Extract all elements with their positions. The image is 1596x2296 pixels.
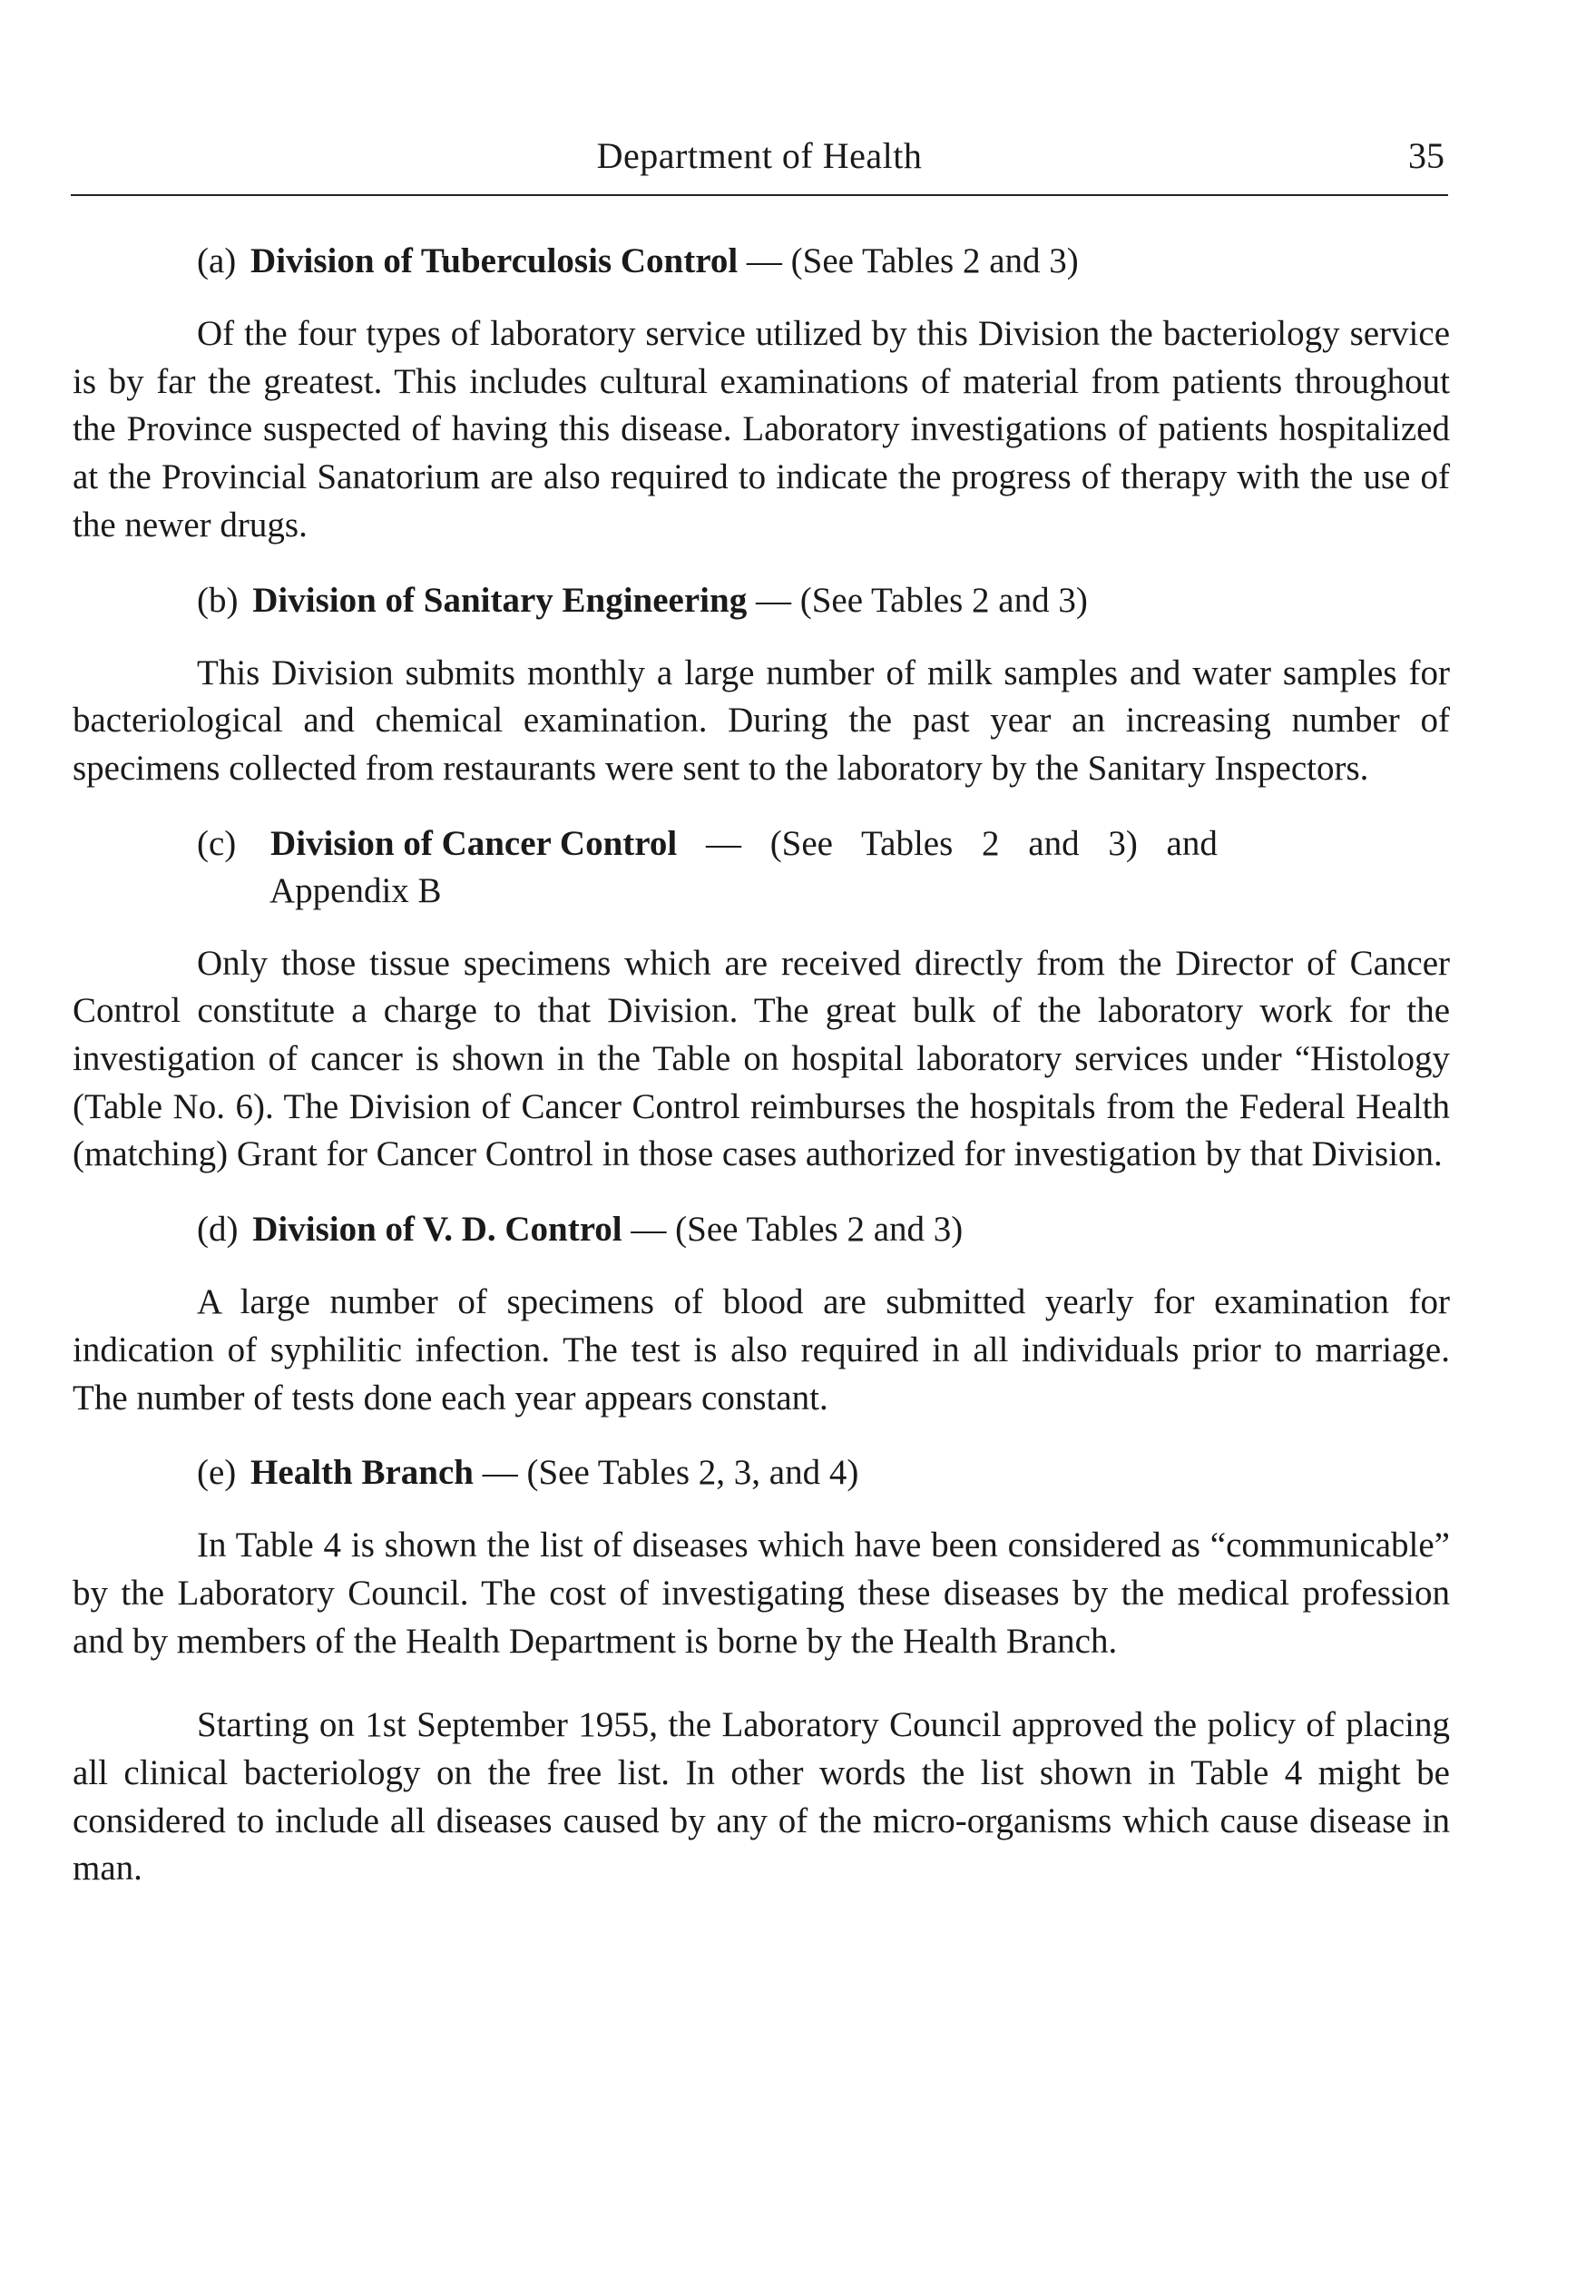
section-e-body-2: Starting on 1st September 1955, the Laboratory Council approved the policy of placing all clinical bacteriology on the free list. In other words the list shown in Table 4 might be considered to include all diseases caused by any of the micro-organisms which cause disease in man.: [73, 1705, 1450, 1889]
section-a-ref: — (See Tables 2 and 3): [746, 241, 1079, 280]
section-a-title: Division of Tuberculosis Control: [250, 241, 739, 280]
section-b-body: This Division submits monthly a large number of milk samples and water samples for bacteriological and chemical examination. During the past year an increasing number of specimens collected from restaurants were sent to the laboratory by the Sanitary Inspectors.: [73, 652, 1450, 788]
section-b-label: (b): [197, 580, 239, 620]
section-b-heading: [73, 577, 1450, 624]
section-e-ref: — (See Tables 2, 3, and 4): [482, 1453, 859, 1493]
section-d-label: (d): [197, 1210, 239, 1250]
section-d-ref: — (See Tables 2 and 3): [631, 1210, 964, 1250]
section-c-label: (c): [197, 823, 237, 863]
page-body: [73, 238, 1450, 1920]
section-c-body: Only those tissue specimens which are received directly from the Director of Cancer Control constitute a charge to that Division. The great bulk of the laboratory work for the investigation of cancer is shown in the Table on hospital laboratory services under “Histology (Table No. 6). The Division of Cancer Control reimburses the hospitals from the Federal Health (matching) Grant for Cancer Control in those cases authorized for investigation by that Division.: [73, 943, 1450, 1174]
section-e-label: (e): [197, 1453, 237, 1493]
section-a-label: (a): [197, 241, 237, 280]
section-e-heading: [73, 1449, 1450, 1496]
page-header: [71, 134, 1448, 185]
section-c-ref: — (See Tables 2 and 3) and: [705, 823, 1218, 863]
section-a-body: Of the four types of laboratory service utilized by this Division the bacteriology service is by far the greatest. This includes cultural examinations of material from patients throughout the Province suspected of having this disease. Laboratory investigations of patients hospitalized at the Provincial Sanatorium are also required to indicate the progress of therapy with the use of the newer drugs.: [73, 314, 1450, 545]
section-d-body: A large number of specimens of blood are submitted yearly for examination for indication of syphilitic infection. The test is also required in all individuals prior to marriage. The number of tests done each year appears constant.: [73, 1282, 1450, 1418]
section-e-title: Health Branch: [250, 1453, 474, 1493]
section-c-heading: [73, 820, 1450, 915]
section-e-body: In Table 4 is shown the list of diseases which have been considered as “communicable” by the Laboratory Council. The cost of investigating these diseases by the medical profession and by members of the Health Department is borne by the Health Branch.: [73, 1526, 1450, 1661]
section-b-title: Division of Sanitary Engineering: [252, 580, 748, 620]
section-b-ref: — (See Tables 2 and 3): [755, 580, 1088, 620]
header-rule: [71, 194, 1448, 196]
section-d-title: Division of V. D. Control: [252, 1210, 622, 1250]
section-a-heading: [73, 238, 1450, 285]
running-title: Department of Health: [596, 135, 923, 176]
page-number: 35: [1408, 135, 1444, 176]
section-d-heading: [73, 1206, 1450, 1253]
section-c-title: Division of Cancer Control: [270, 823, 678, 863]
section-c-ref-continued: Appendix B: [269, 870, 442, 910]
